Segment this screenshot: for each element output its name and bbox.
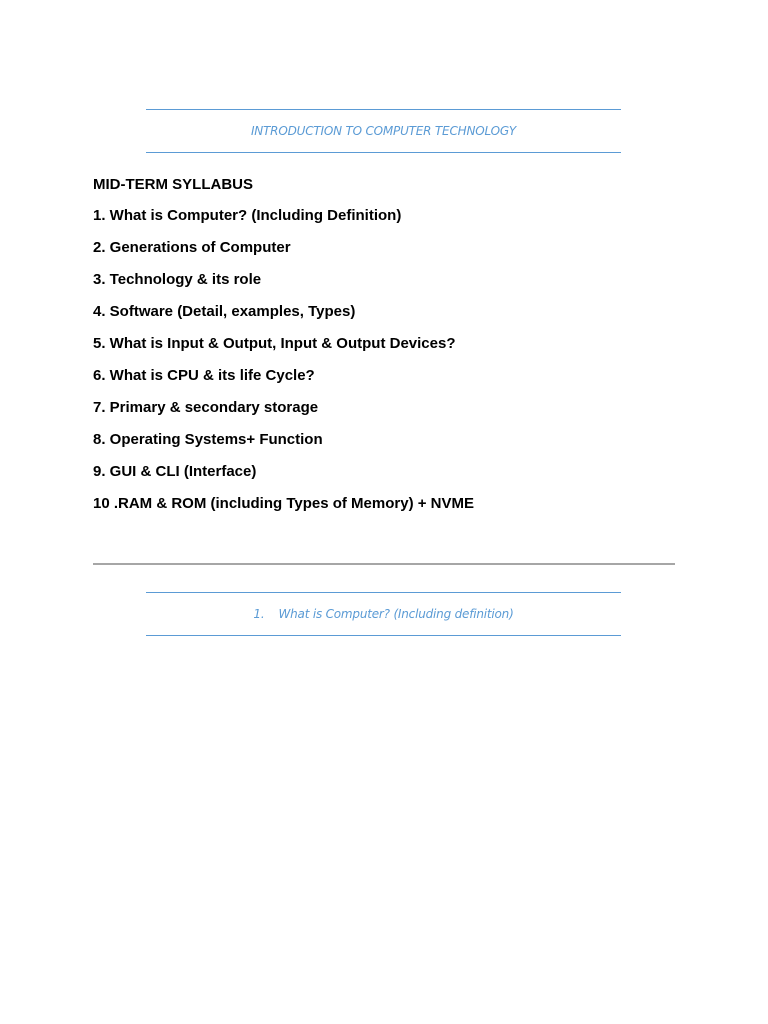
section-title: What is Computer? (Including definition)	[278, 607, 514, 621]
syllabus-item: 10 .RAM & ROM (including Types of Memory) + NVME	[93, 495, 475, 512]
syllabus-item: 5. What is Input & Output, Input & Output Devices?	[93, 335, 456, 352]
syllabus-item: 1. What is Computer? (Including Definition)	[93, 207, 402, 224]
section-heading-block	[146, 592, 621, 636]
course-title-block	[146, 109, 621, 153]
syllabus-item: 9. GUI & CLI (Interface)	[93, 463, 257, 480]
syllabus-item: 8. Operating Systems+ Function	[93, 431, 323, 448]
syllabus-item: 4. Software (Detail, examples, Types)	[93, 303, 356, 320]
syllabus-item: 3. Technology & its role	[93, 271, 262, 288]
syllabus-item: 2. Generations of Computer	[93, 239, 291, 256]
syllabus-list	[93, 207, 474, 527]
syllabus-heading: MID-TERM SYLLABUS	[93, 176, 253, 193]
horizontal-divider	[93, 563, 675, 565]
syllabus-item: 7. Primary & secondary storage	[93, 399, 319, 416]
section-number: 1.	[253, 607, 265, 621]
course-title: INTRODUCTION TO COMPUTER TECHNOLOGY	[250, 124, 517, 138]
syllabus-item: 6. What is CPU & its life Cycle?	[93, 367, 315, 384]
